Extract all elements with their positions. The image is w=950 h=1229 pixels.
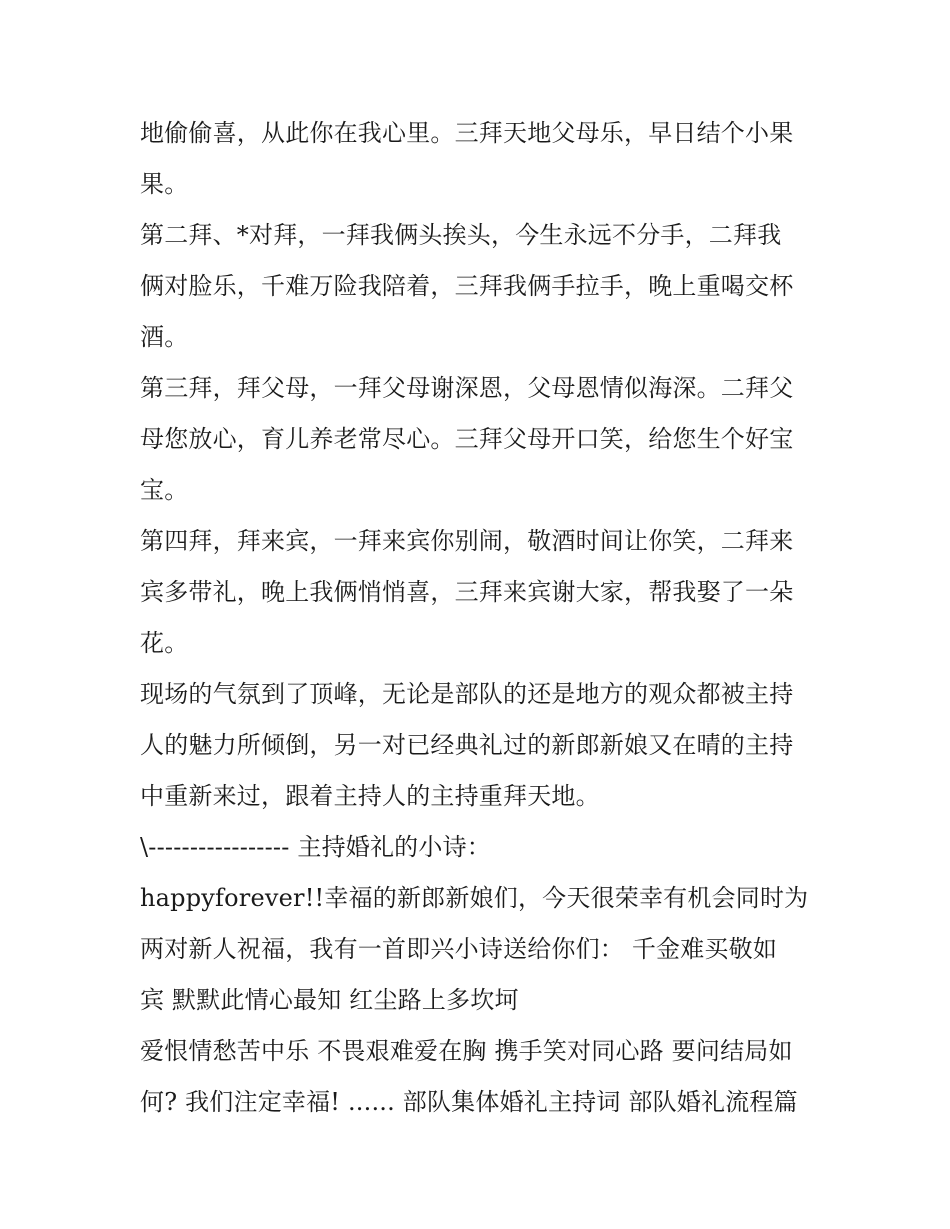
text-line: \----------------- 主持婚礼的小诗：	[140, 833, 491, 861]
document-body	[140, 108, 820, 1128]
text-line: 人的魅力所倾倒，另一对已经典礼过的新郎新娘又在晴的主持	[140, 731, 794, 759]
text-line: 爱恨情愁苦中乐 不畏艰难爱在胸 携手笑对同心路 要问结局如	[140, 1037, 793, 1065]
text-line: 第二拜、*对拜，一拜我俩头挨头，今生永远不分手，二拜我	[140, 221, 782, 249]
text-line: 何? 我们注定幸福! ...... 部队集体婚礼主持词 部队婚礼流程篇	[140, 1088, 798, 1116]
text-line: 地偷偷喜，从此你在我心里。三拜天地父母乐，早日结个小果	[140, 119, 794, 147]
text-line: 俩对脸乐，千难万险我陪着，三拜我俩手拉手，晚上重喝交杯	[140, 272, 794, 300]
text-line: 宾 默默此情心最知 红尘路上多坎坷	[140, 986, 519, 1014]
text-line: 宝。	[140, 476, 189, 504]
text-line: 第三拜，拜父母，一拜父母谢深恩，父母恩情似海深。二拜父	[140, 374, 794, 402]
text-line: 两对新人祝福，我有一首即兴小诗送给你们： 千金难买敬如	[140, 935, 778, 963]
text-line: 花。	[140, 629, 189, 657]
text-line: 现场的气氛到了顶峰，无论是部队的还是地方的观众都被主持	[140, 680, 794, 708]
text-line: 酒。	[140, 323, 189, 351]
text-line: 中重新来过，跟着主持人的主持重拜天地。	[140, 782, 600, 810]
text-line: 第四拜，拜来宾，一拜来宾你别闹，敬酒时间让你笑，二拜来	[140, 527, 794, 555]
text-line: 母您放心，育儿养老常尽心。三拜父母开口笑，给您生个好宝	[140, 425, 794, 453]
text-line: 果。	[140, 170, 189, 198]
text-line: happyforever!!幸福的新郎新娘们，今天很荣幸有机会同时为	[140, 884, 809, 912]
text-line: 宾多带礼，晚上我俩悄悄喜，三拜来宾谢大家，帮我娶了一朵	[140, 578, 794, 606]
